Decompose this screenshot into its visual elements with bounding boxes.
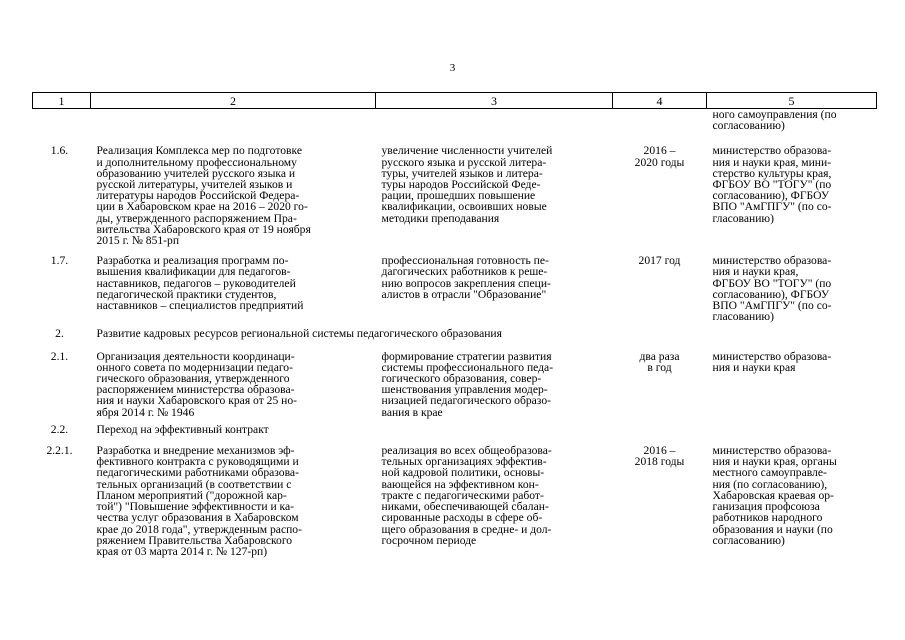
table-row (33, 131, 877, 246)
table-row (33, 435, 877, 557)
row-term: 2017 год (638, 254, 681, 268)
row-result: формирование стратегии развития системы профессионального педа- гогического образования, совер- шенствования управления модер- низацией педагогического образо- вания в крае (381, 349, 554, 419)
section-number: 2. (55, 327, 64, 341)
row-number: 2.2.1. (46, 444, 73, 458)
column-number-row (33, 93, 877, 109)
action-plan-table (32, 92, 877, 557)
table-row (33, 340, 877, 418)
row-result: профессиональная готовность пе- дагогических работников к реше- нию вопросов закрепления специ- алистов в отрасли "Образование" (381, 254, 551, 301)
row-number: 1.6. (50, 144, 69, 158)
row-number: 2.1. (50, 349, 69, 363)
row-responsible: министерство образова- ния и науки края (712, 349, 832, 374)
row-responsible: министерство образова- ния и науки края, ФГБОУ ВО "ТОГУ" (по согласованию), ФГБОУ ВПО "АмГПГУ" (по со- гласованию) (712, 254, 832, 324)
continuation-responsible: ного самоуправления (по согласованию) (712, 108, 837, 133)
row-number: 1.7. (50, 254, 69, 268)
row-result: увеличение численности учителей русского языка и русской литера- туры, учителей языков и литера- туры народов Российской Феде- рации, прошедших повышение квалификации, освоивших новые методики преподавания (381, 144, 553, 225)
row-event: Разработка и реализация программ по- вышения квалификации для педагогов- наставников, педагогов – руководителей педагогической практики студентов, наставников – специалистов предприятий (96, 254, 304, 313)
column-number-3: 3 (376, 93, 613, 109)
row-event: Разработка и внедрение механизмов эф- фективного контракта с руководящими и педагогическими работниками образова- тельных организаций (в соответствии с Планом мероприятий ("дорожной кар- той") "Повышение эффективности и ка- чества услуг образования в Хабаровском крае до 2018 года", утвержденным распо- ряжением Правительства Хабаровского края от 03 марта 2014 г. № 127-рп) (96, 444, 302, 558)
continuation-row (33, 109, 877, 132)
row-term: два раза в год (639, 349, 680, 374)
row-responsible: министерство образова- ния и науки края, мини- стерство культуры края, ФГБОУ ВО "ТОГУ" (по согласованию), ФГБОУ ВПО "АмГПГУ" (по со- гласованию) (712, 144, 832, 225)
section-row (33, 322, 877, 339)
column-number-4: 4 (613, 93, 707, 109)
row-event: Реализация Комплекса мер по подготовке и дополнительному профессиональному образованию учителей русского языка и русской литературы, учителей языков и литературы народов Российской Федера- ции в Хабаровском крае на 2016 – 2020 го- ды, утвержденного распоряжением Пра- вительства Хабаровского края от 19 ноября 2015 г. № 851-рп (96, 144, 311, 248)
page-number: 3 (449, 62, 456, 74)
subsection-row (33, 418, 877, 435)
row-result: реализация во всех общеобразова- тельных организациях эффектив- ной кадровой политики, основы- вающейся на эффективном кон- тракте с педагогическими работ- никами, обеспечивающей сбалан- сированные расходы в сфере об- щего образования в средне- и дол- госрочном периоде (381, 444, 552, 547)
section-title: Развитие кадровых ресурсов региональной системы педагогического образования (96, 327, 502, 341)
row-term: 2016 – 2020 годы (634, 144, 685, 169)
column-number-5: 5 (707, 93, 877, 109)
row-responsible: министерство образова- ния и науки края, органы местного самоуправле- ния (по согласованию), Хабаровская краевая ор- ганизация профсоюза работников народного образования и науки (по согласованию) (712, 444, 837, 547)
row-term: 2016 – 2018 годы (634, 444, 685, 469)
table-row (33, 246, 877, 322)
table-body (33, 109, 877, 558)
row-event: Организация деятельности координаци- онного совета по модернизации педаго- гического образования, утвержденного распоряжением министерства образова- ния и науки Хабаровского края от 25 но- ября 2014 г. № 1946 (96, 349, 298, 419)
subsection-title: Переход на эффективный контракт (96, 422, 269, 436)
column-number-1: 1 (33, 93, 91, 109)
section-number: 2.2. (50, 422, 69, 436)
column-number-2: 2 (91, 93, 376, 109)
